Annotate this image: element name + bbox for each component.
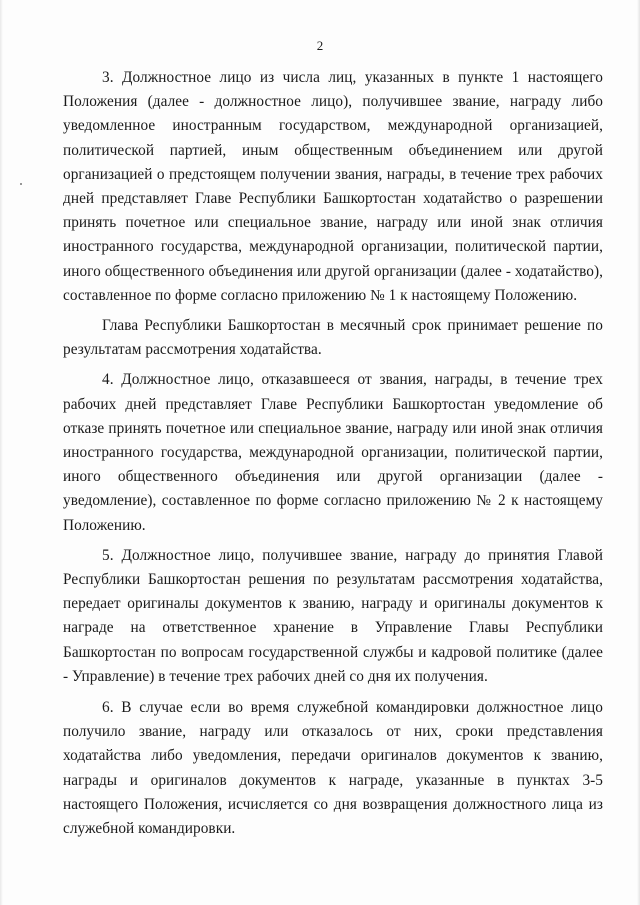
paragraph-item-5: 5. Должностное лицо, получившее звание, награду до принятия Главой Республики Башкортостан решения по результатам рассмотрения ходатайства, передает оригиналы документов к званию, награду и оригиналы документов к награде на ответственное хранение в Управление Главы Республики Башкортостан по вопросам государственной службы и кадровой политике (далее - Управление) в течение трех рабочих дней со дня их получения.: [63, 546, 603, 685]
document-body: [63, 66, 603, 841]
page-number: 2: [316, 38, 324, 53]
paragraph-item-3: 3. Должностное лицо из числа лиц, указанных в пункте 1 настоящего Положения (далее - должностное лицо), получившее звание, награду либо уведомленное иностранным государством, международной организацией, политической партией, иным общественным объединением или другой организацией о предстоящем получении звания, награды, в течение трех рабочих дней представляет Главе Республики Башкортостан ходатайство о разрешении принять почетное или специальное звание, награду или иной знак отличия иностранного государства, международной организации, политической партии, иного общественного объединения или другой организации (далее - ходатайство), составленное по форме согласно приложению № 1 к настоящему Положению.: [63, 69, 603, 304]
paragraph-item-4: 4. Должностное лицо, отказавшееся от звания, награды, в течение трех рабочих дней представляет Главе Республики Башкортостан уведомление об отказе принять почетное или специальное звание, награду или иной знак отличия иностранного государства, международной организации, политической партии, иного общественного объединения или другой организации (далее - уведомление), составленное по форме согласно приложению № 2 к настоящему Положению.: [63, 371, 603, 534]
paragraph-decision: Глава Республики Башкортостан в месячный срок принимает решение по результатам рассмотрения ходатайства.: [63, 317, 603, 359]
scan-edge-left: [0, 0, 3, 905]
paragraph-item-6: 6. В случае если во время служебной командировки должностное лицо получило звание, награду или отказалось от них, сроки представления ходатайства либо уведомления, передачи оригиналов документов к званию, награды и оригиналов документов к награде, указанные в пунктах 3-5 настоящего Положения, исчисляется со дня возвращения должностного лица из служебной командировки.: [63, 699, 603, 838]
scan-speck: [20, 183, 22, 185]
